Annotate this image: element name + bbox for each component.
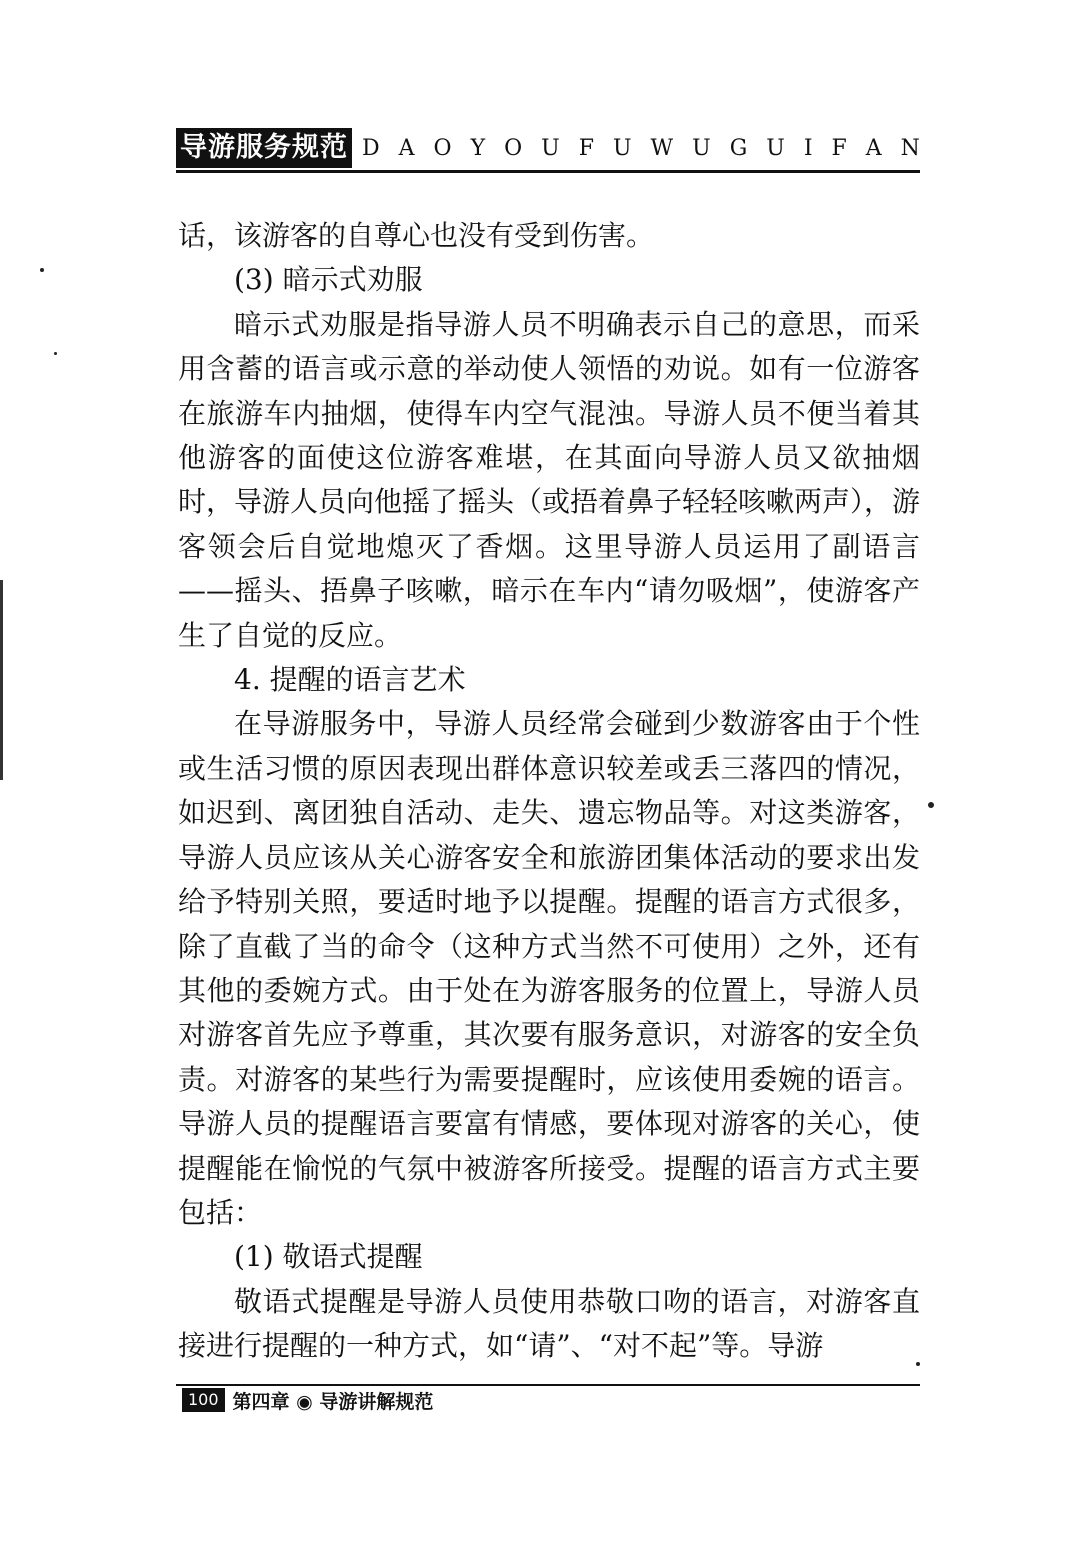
pinyin-letter: N <box>900 135 920 161</box>
paragraph: 敬语式提醒是导游人员使用恭敬口吻的语言，对游客直接进行提醒的一种方式，如“请”、“对不起”等。导游 <box>178 1284 920 1363</box>
pinyin-letter: U <box>541 135 560 161</box>
scan-edge-mark <box>0 580 3 780</box>
pinyin-letter: U <box>766 135 785 161</box>
scan-speck <box>916 1362 920 1366</box>
scan-speck <box>40 268 44 272</box>
book-title: 导游服务规范 <box>176 128 352 168</box>
pinyin-letter: U <box>692 135 711 161</box>
pinyin-letters <box>362 136 920 161</box>
pinyin-letter: Y <box>470 135 486 161</box>
pinyin-letter: I <box>803 135 813 161</box>
scan-speck <box>928 802 934 808</box>
pinyin-letter: D <box>362 135 380 161</box>
pinyin-letter: W <box>650 135 674 161</box>
pinyin-letter: O <box>433 135 452 161</box>
paragraph: 在导游服务中，导游人员经常会碰到少数游客由于个性或生活习惯的原因表现出群体意识较差或丢三落四的情况，如迟到、离团独自活动、走失、遗忘物品等。对这类游客，导游人员应该从关心游客安全和旅游团集体活动的要求出发给予特别关照，要适时地予以提醒。提醒的语言方式很多，除了直截了当的命令（这种方式当然不可使用）之外，还有其他的委婉方式。由于处在为游客服务的位置上，导游人员对游客首先应予尊重，其次要有服务意识，对游客的安全负责。对游客的某些行为需要提醒时，应该使用委婉的语言。导游人员的提醒语言要富有情感，要体现对游客的关心，使提醒能在愉悦的气氛中被游客所接受。提醒的语言方式主要包括： <box>178 707 920 1229</box>
paragraph: 话，该游客的自尊心也没有受到伤害。 <box>178 219 655 252</box>
pinyin-letter: U <box>612 135 632 161</box>
section-heading: (3) 暗示式劝服 <box>234 263 423 297</box>
pinyin-letter: F <box>578 135 594 161</box>
pinyin-letter: G <box>729 135 748 161</box>
section-heading: 4. 提醒的语言艺术 <box>234 663 466 697</box>
page-body <box>178 214 920 1369</box>
chapter-title: 第四章 ◉ 导游讲解规范 <box>232 1390 434 1413</box>
running-footer <box>182 1386 433 1414</box>
pinyin-letter: A <box>398 135 415 161</box>
pinyin-letter: F <box>831 135 847 161</box>
scan-speck <box>54 352 57 355</box>
page-number: 100 <box>182 1388 225 1412</box>
pinyin-letter: O <box>504 135 523 161</box>
pinyin-letter: A <box>865 135 882 161</box>
header-rule <box>176 170 920 173</box>
running-header <box>176 128 920 168</box>
section-heading: (1) 敬语式提醒 <box>234 1240 423 1274</box>
paragraph: 暗示式劝服是指导游人员不明确表示自己的意思，而采用含蓄的语言或示意的举动使人领悟的劝说。如有一位游客在旅游车内抽烟，使得车内空气混浊。导游人员不便当着其他游客的面使这位游客难堪，在其面向导游人员又欲抽烟时，导游人员向他摇了摇头（或捂着鼻子轻轻咳嗽两声），游客领会后自觉地熄灭了香烟。这里导游人员运用了副语言——摇头、捂鼻子咳嗽，暗示在车内“请勿吸烟”，使游客产生了自觉的反应。 <box>178 307 921 652</box>
